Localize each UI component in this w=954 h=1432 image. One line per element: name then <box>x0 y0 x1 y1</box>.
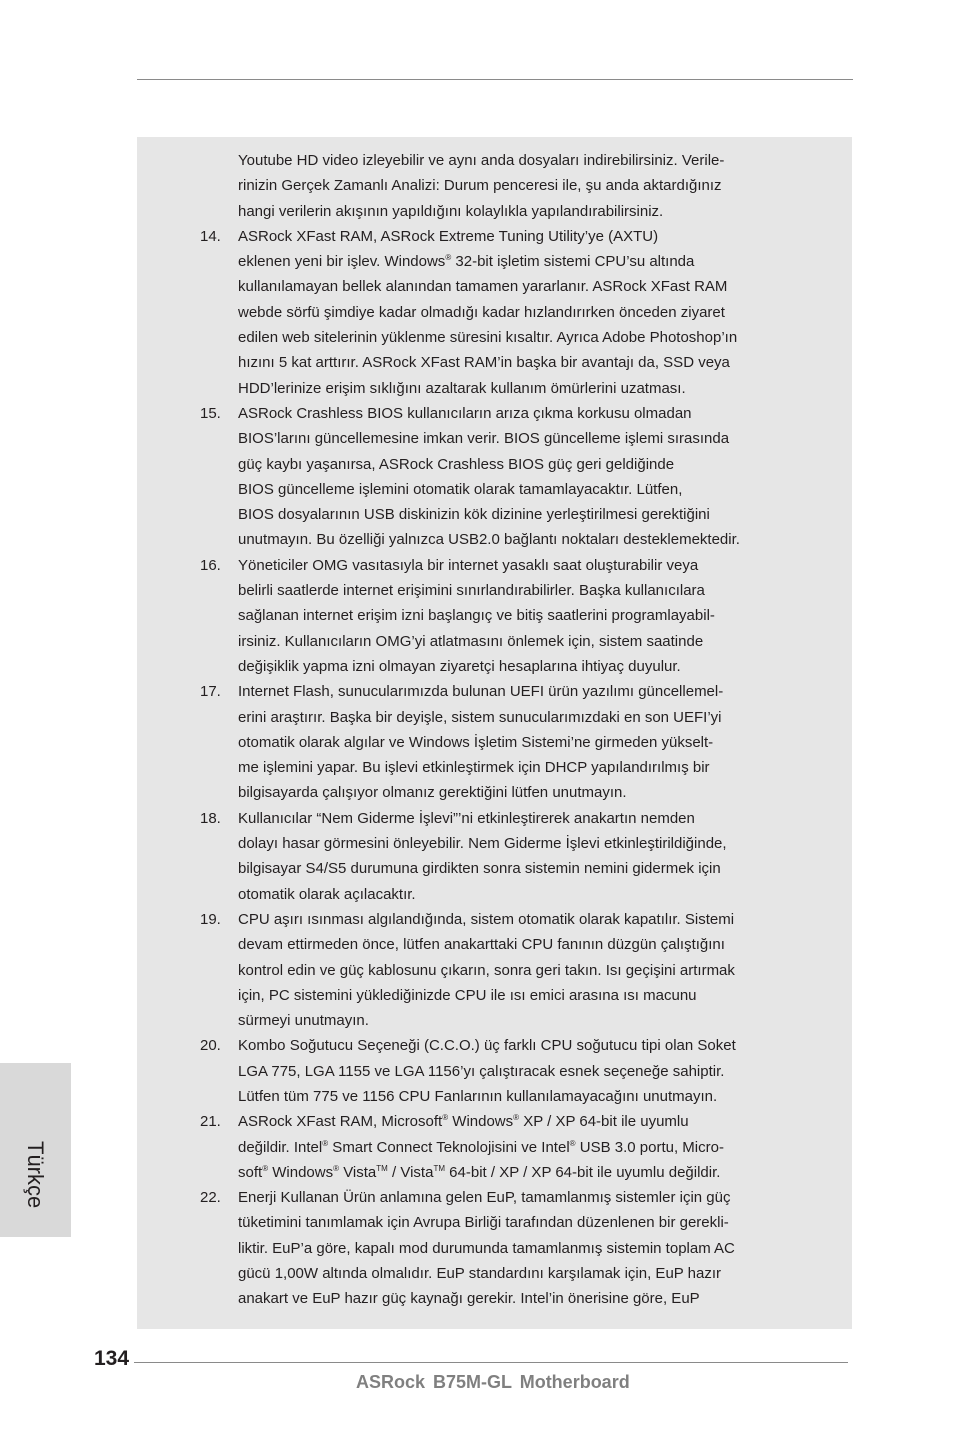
text-line: BIOS güncelleme işlemini otomatik olarak tamamlayacaktır. Lütfen, <box>238 480 683 498</box>
text-line: edilen web sitelerinin yüklenme süresini kısaltır. Ayrıca Adobe Photoshop’ın <box>238 329 738 347</box>
list-item <box>200 679 800 805</box>
language-label: Türkçe <box>23 1141 48 1209</box>
text-line: hangi verilerin akışının yapıldığını kolaylıkla yapılandırabilirsiniz. <box>238 202 664 220</box>
text-line: dolayı hasar görmesini önleyebilir. Nem Giderme İşlevi etkinleştirildiğinde, <box>238 835 727 853</box>
text-line: Internet Flash, sunucularımızda bulunan UEFI ürün yazılımı güncellemel- <box>238 683 724 701</box>
text-line: güç kaybı yaşanırsa, ASRock Crashless BIOS güç geri geldiğinde <box>238 455 675 473</box>
text-line: sağlanan internet erişim izni başlangıç ve bitiş saatlerini programlayabil- <box>238 607 715 625</box>
list-item-number: 16. <box>200 556 221 574</box>
text-line: HDD’lerinize erişim sıklığını azaltarak kullanım ömürlerini uzatması. <box>238 379 686 397</box>
text-line: kontrol edin ve güç kablosunu çıkarın, sonra geri takın. Isı geçişini artırmak <box>238 961 735 979</box>
text-line: Kullanıcılar “Nem Giderme İşlevi”’ni etkinleştirerek anakartın nemden <box>238 809 695 827</box>
registered-mark: ® <box>569 1138 576 1148</box>
list-item-text <box>238 679 800 805</box>
registered-mark: ® <box>322 1138 329 1148</box>
text-line: Yöneticiler OMG vasıtasıyla bir internet yasaklı saat oluşturabilir veya <box>238 556 699 574</box>
list-item-number: 20. <box>200 1037 221 1055</box>
text-line: ASRock Crashless BIOS kullanıcıların arıza çıkma korkusu olmadan <box>238 404 692 422</box>
list-item-text <box>238 1033 800 1109</box>
text-line: Kombo Soğutucu Seçeneği (C.C.O.) üç farklı CPU soğutucu tipi olan Soket <box>238 1037 736 1055</box>
list-item-number: 15. <box>200 404 221 422</box>
text-line: gücü 1,00W altında olmalıdır. EuP standardını karşılamak için, EuP hazır <box>238 1265 722 1283</box>
list-item <box>200 401 800 553</box>
registered-mark: ® <box>442 1113 449 1123</box>
list-item-number: 14. <box>200 227 221 245</box>
text-line: anakart ve EuP hazır güç kaynağı gerekir. Intel’in önerisine göre, EuP <box>238 1290 700 1308</box>
document-body <box>200 148 800 1312</box>
list-item-number: 18. <box>200 809 221 827</box>
registered-mark: ® <box>445 253 452 263</box>
text-line: devam ettirmeden önce, lütfen anakarttaki CPU fanının düzgün çalıştığını <box>238 936 725 954</box>
text-line: unutmayın. Bu özelliği yalnızca USB2.0 bağlantı noktaları desteklemektedir. <box>238 531 740 549</box>
list-item-number: 19. <box>200 910 221 928</box>
list-item <box>200 806 800 907</box>
continuation-paragraph <box>238 148 800 224</box>
numbered-list <box>200 224 800 1312</box>
text-line: ASRock XFast RAM, ASRock Extreme Tuning Utility’ye (AXTU) <box>238 227 659 245</box>
text-line: Lütfen tüm 775 ve 1156 CPU Fanlarının kullanılamayacağını unutmayın. <box>238 1087 718 1105</box>
text-line: ASRock XFast RAM, Microsoft® Windows® XP / XP 64-bit ile uyumlu <box>238 1113 689 1131</box>
list-item-number: 21. <box>200 1113 221 1131</box>
text-line: liktir. EuP’a göre, kapalı mod durumunda tamamlanmış sistemin toplam AC <box>238 1239 735 1257</box>
text-line: BIOS dosyalarının USB diskinizin kök dizinine yerleştirilmesi gerektiğini <box>238 506 710 524</box>
text-line: Enerji Kullanan Ürün anlamına gelen EuP, tamamlanmış sistemler için güç <box>238 1189 731 1207</box>
list-item <box>200 1033 800 1109</box>
text-line: rinizin Gerçek Zamanlı Analizi: Durum penceresi ile, şu anda aktardığınız <box>238 177 722 195</box>
text-line: CPU aşırı ısınması algılandığında, sistem otomatik olarak kapatılır. Sistemi <box>238 910 735 928</box>
text-line: irsiniz. Kullanıcıların OMG’yi atlatmasını önlemek için, sistem saatinde <box>238 632 704 650</box>
list-item-text <box>238 907 800 1033</box>
text-line: hızını 5 kat arttırır. ASRock XFast RAM’in başka bir avantajı da, SSD veya <box>238 354 730 372</box>
list-item <box>200 224 800 401</box>
top-rule <box>137 79 853 80</box>
list-item-text <box>238 806 800 907</box>
trademark-mark: TM <box>376 1163 388 1173</box>
text-line: otomatik olarak açılacaktır. <box>238 885 416 903</box>
list-item-text <box>238 553 800 679</box>
bottom-rule <box>134 1362 848 1363</box>
registered-mark: ® <box>333 1163 340 1173</box>
list-item-text <box>238 1109 800 1185</box>
text-line: için, PC sistemini yüklediğinizde CPU ile ısı emici arasına ısı macunu <box>238 986 697 1004</box>
list-item <box>200 1109 800 1185</box>
list-item-text <box>238 401 800 553</box>
registered-mark: ® <box>262 1163 269 1173</box>
list-item-text <box>238 224 800 401</box>
text-line: soft® Windows® Vista™ / Vista™ 64-bit / XP / XP 64-bit ile uyumlu değildir. <box>238 1163 721 1181</box>
list-item-text <box>238 1185 800 1311</box>
text-line: sürmeyi unutmayın. <box>238 1012 369 1030</box>
text-line: Youtube HD video izleyebilir ve aynı anda dosyaları indirebilirsiniz. Verile- <box>238 152 725 169</box>
text-line: me işlemini yapar. Bu işlevi etkinleştirmek için DHCP yapılandırılmış bir <box>238 759 710 777</box>
text-line: kullanılamayan bellek alanından tamamen yararlanır. ASRock XFast RAM <box>238 278 728 296</box>
page-number: 134 <box>94 1347 130 1370</box>
list-item-number: 22. <box>200 1189 221 1207</box>
text-line: belirli saatlerde internet erişimini sınırlandırabilirler. Başka kullanıcılara <box>238 582 705 600</box>
text-line: otomatik olarak algılar ve Windows İşletim Sistemi’ne girmeden yükselt- <box>238 733 714 751</box>
footer-title: ASRock B75M-GL Motherboard <box>356 1372 630 1392</box>
text-line: eklenen yeni bir işlev. Windows® 32-bit işletim sistemi CPU’su altında <box>238 253 695 271</box>
list-item <box>200 553 800 679</box>
registered-mark: ® <box>513 1113 520 1123</box>
text-line: bilgisayarda çalışıyor olmanız gerektiğini lütfen unutmayın. <box>238 784 627 802</box>
text-line: LGA 775, LGA 1155 ve LGA 1156’yı çalıştıracak esnek seçeneğe sahiptir. <box>238 1062 725 1080</box>
text-line: BIOS’larını güncellemesine imkan verir. BIOS güncelleme işlemi sırasında <box>238 430 730 448</box>
language-side-tab <box>0 1063 71 1237</box>
text-line: erini araştırır. Başka bir deyişle, sistem sunucularımızdaki en son UEFI’yi <box>238 708 722 726</box>
text-line: değişiklik yapma izni olmayan ziyaretçi hesaplarına ihtiyaç duyulur. <box>238 657 681 675</box>
list-item <box>200 1185 800 1311</box>
list-item-number: 17. <box>200 683 221 701</box>
text-line: bilgisayar S4/S5 durumuna girdikten sonra sistemin nemini gidermek için <box>238 860 721 878</box>
text-line: tüketimini tanımlamak için Avrupa Birliği tarafından düzenlenen bir gerekli- <box>238 1214 729 1232</box>
trademark-mark: TM <box>433 1163 445 1173</box>
text-line: değildir. Intel® Smart Connect Teknolojisini ve Intel® USB 3.0 portu, Micro- <box>238 1138 724 1156</box>
text-line: webde sörfü şimdiye kadar olmadığı kadar hızlandırırken önceden ziyaret <box>238 303 725 321</box>
list-item <box>200 907 800 1033</box>
